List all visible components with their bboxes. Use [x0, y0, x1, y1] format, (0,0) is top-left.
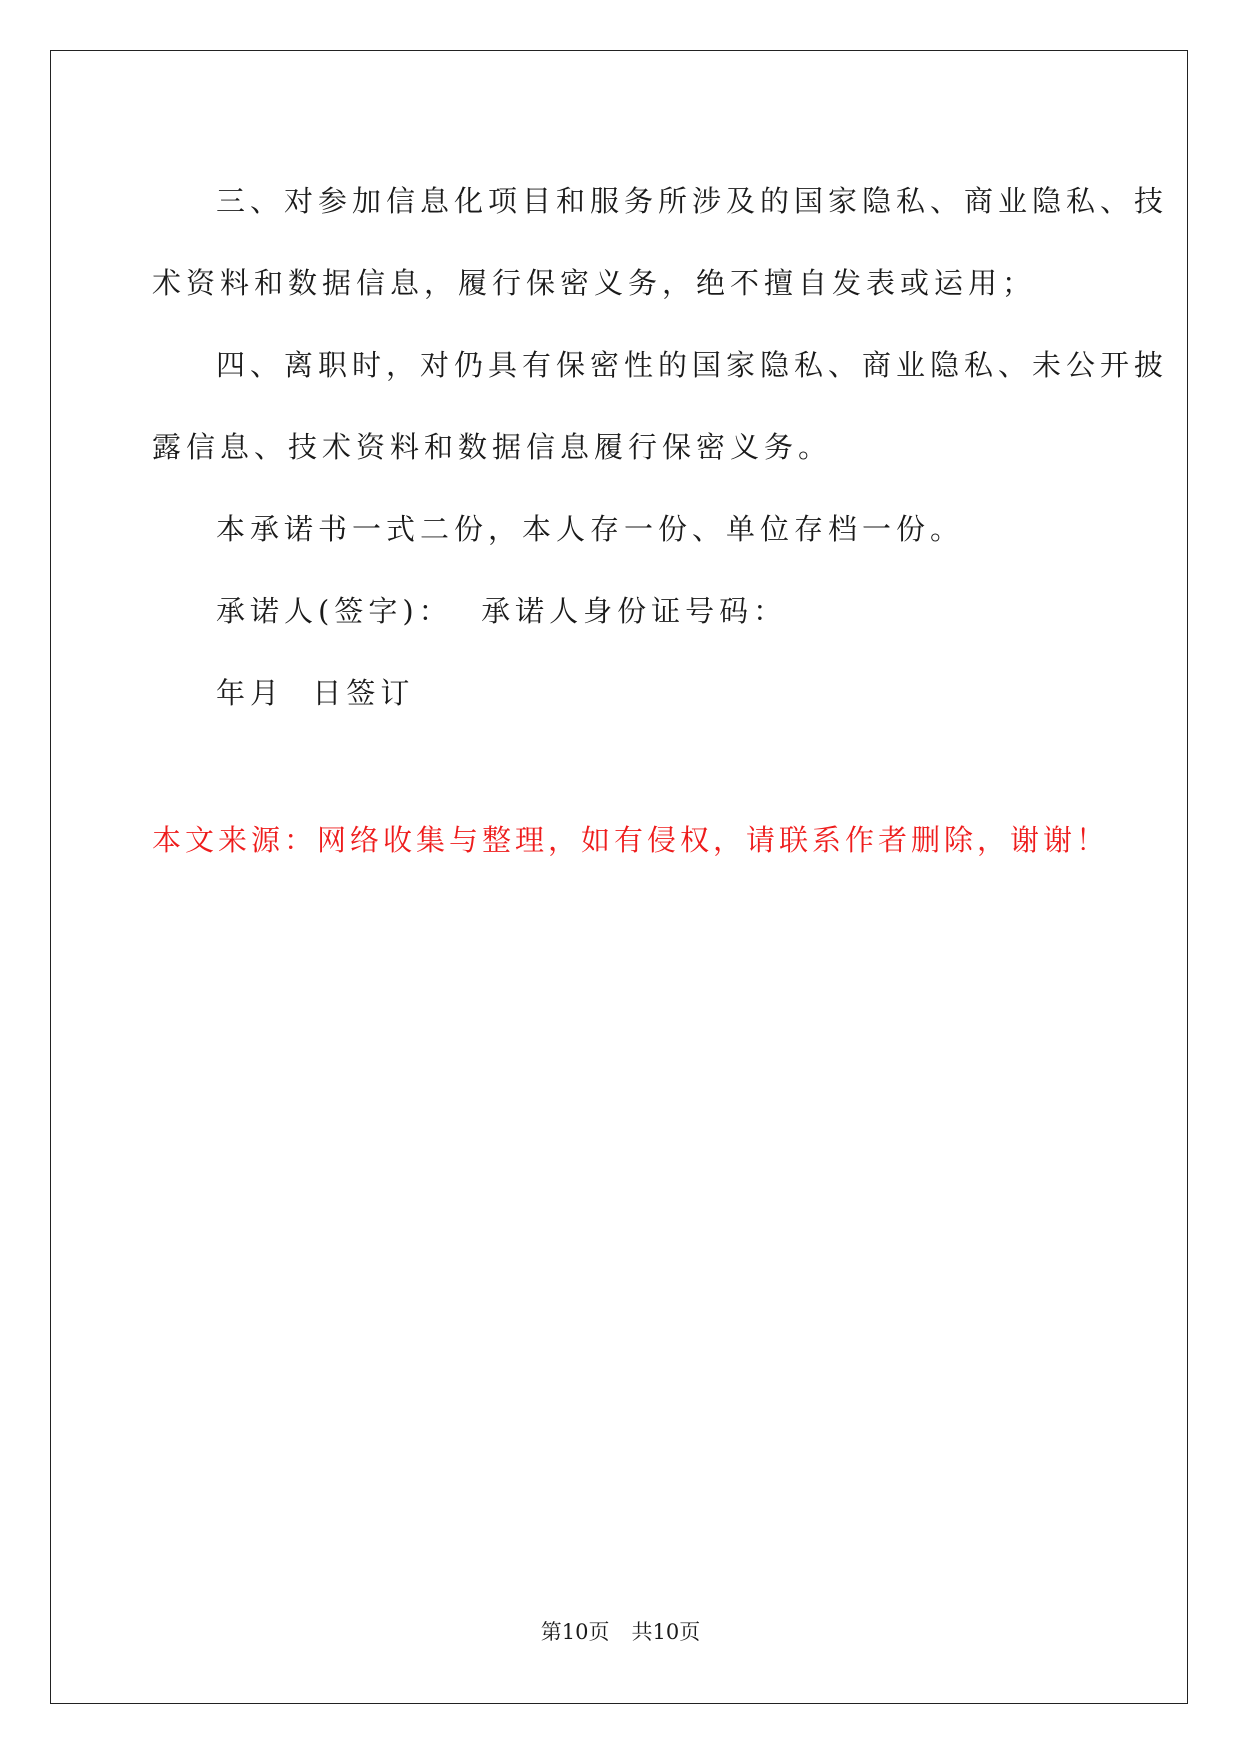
item-4-line-1: 四、离职时，对仍具有保密性的国家隐私、商业隐私、未公开披	[216, 348, 1169, 382]
copies-statement: 本承诺书一式二份，本人存一份、单位存档一份。	[216, 512, 965, 546]
date-line: 年月 日签订	[216, 676, 415, 710]
page-number-total: 共10页	[631, 1620, 701, 1644]
page-number-current: 第10页	[540, 1620, 610, 1644]
document-body	[152, 160, 1169, 734]
item-3-line-1: 三、对参加信息化项目和服务所涉及的国家隐私、商业隐私、技	[216, 184, 1169, 218]
item-4-line-2: 露信息、技术资料和数据信息履行保密义务。	[152, 430, 833, 464]
item-3-line-2: 术资料和数据信息，履行保密义务，绝不擅自发表或运用；	[152, 266, 1037, 300]
source-disclaimer: 本文来源：网络收集与整理，如有侵权，请联系作者删除，谢谢！	[152, 823, 1110, 857]
signer-line: 承诺人(签字)： 承诺人身份证号码：	[216, 594, 788, 628]
page-footer	[0, 1616, 1241, 1646]
